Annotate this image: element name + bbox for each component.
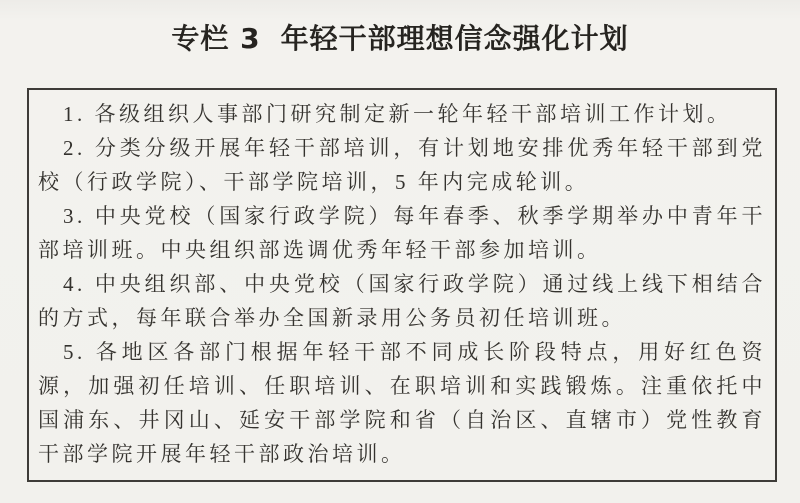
column-title: 年轻干部理想信念强化计划 <box>280 22 629 55</box>
plan-box <box>27 88 777 482</box>
plan-item-1: 1. 各级组织人事部门研究制定新一轮年轻干部培训工作计划。 <box>63 102 732 126</box>
plan-item-4: 4. 中央组织部、中央党校（国家行政学院）通过线上线下相结合的方式，每年联合举办全国新录用公务员初任培训班。 <box>38 272 766 330</box>
plan-item-2: 2. 分类分级开展年轻干部培训，有计划地安排优秀年轻干部到党校（行政学院）、干部学院培训，5 年内完成轮训。 <box>38 136 766 194</box>
plan-item-5: 5. 各地区各部门根据年轻干部不同成长阶段特点，用好红色资源，加强初任培训、任职培训、在职培训和实践锻炼。注重依托中国浦东、井冈山、延安干部学院和省（自治区、直辖市）党性教育干部学院开展年轻干部政治培训。 <box>38 340 766 466</box>
column-label: 专栏 3 <box>171 22 261 55</box>
plan-item-3: 3. 中央党校（国家行政学院）每年春季、秋季学期举办中青年干部培训班。中央组织部选调优秀年轻干部参加培训。 <box>38 204 766 262</box>
page-title <box>0 0 800 56</box>
